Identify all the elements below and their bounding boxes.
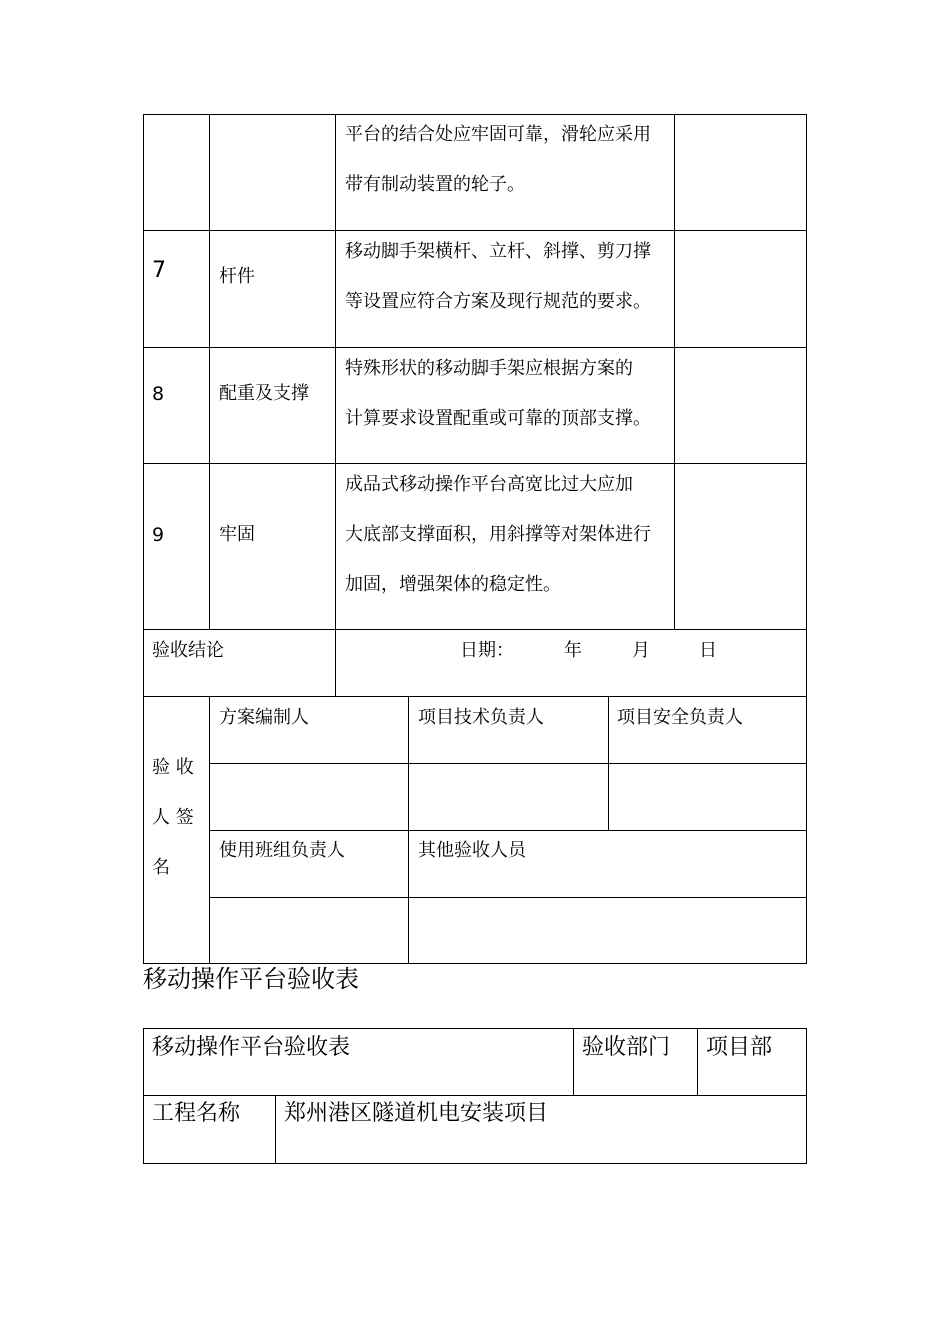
criteria-text: 特殊形状的移动脚手架应根据方案的 (345, 358, 633, 379)
team-lead-signature-field[interactable] (210, 898, 408, 963)
project-value: 郑州港区隧道机电安装项目 (284, 1101, 549, 1126)
row-number: 8 (152, 383, 165, 405)
form-name: 移动操作平台验收表 (152, 1035, 351, 1060)
criteria-text: 移动脚手架横杆、立杆、斜撑、剪刀撑 (345, 241, 651, 262)
header-table (143, 1028, 807, 1164)
project-label: 工程名称 (152, 1101, 241, 1126)
other-inspectors-label: 其他验收人员 (418, 840, 526, 861)
criteria-text: 加固，增强架体的稳定性。 (345, 574, 561, 595)
criteria-text: 大底部支撑面积，用斜撑等对架体进行 (345, 524, 651, 545)
item-name: 杆件 (219, 266, 255, 287)
criteria-text: 成品式移动操作平台高宽比过大应加 (345, 474, 633, 495)
date-year: 年 (564, 640, 582, 661)
tech-lead-signature-field[interactable] (409, 764, 608, 830)
date-label: 日期： (460, 640, 514, 661)
tech-lead-label: 项目技术负责人 (418, 707, 544, 728)
safety-lead-label: 项目安全负责人 (617, 707, 743, 728)
item-name: 牢固 (219, 524, 255, 545)
inspection-table (143, 114, 807, 964)
other-inspectors-signature-field[interactable] (409, 898, 806, 963)
date-day: 日 (699, 640, 717, 661)
criteria-text: 带有制动装置的轮子。 (345, 174, 525, 195)
conclusion-label: 验收结论 (152, 640, 224, 661)
signature-side-label: 名 (152, 857, 170, 878)
dept-value: 项目部 (706, 1035, 773, 1060)
item-name: 配重及支撑 (219, 383, 309, 404)
safety-lead-signature-field[interactable] (609, 764, 806, 830)
section-title: 移动操作平台验收表 (143, 965, 359, 993)
signature-side-label: 人 签 (152, 807, 194, 828)
row-number: 9 (152, 524, 165, 546)
plan-author-signature-field[interactable] (210, 764, 408, 830)
criteria-text: 计算要求设置配重或可靠的顶部支撑。 (345, 408, 651, 429)
plan-author-label: 方案编制人 (219, 707, 309, 728)
dept-label: 验收部门 (582, 1035, 671, 1060)
signature-side-label: 验 收 (152, 757, 194, 778)
criteria-text: 等设置应符合方案及现行规范的要求。 (345, 291, 651, 312)
date-month: 月 (632, 640, 650, 661)
criteria-text: 平台的结合处应牢固可靠，滑轮应采用 (345, 124, 651, 145)
team-lead-label: 使用班组负责人 (219, 840, 345, 861)
row-number: 7 (152, 258, 166, 283)
